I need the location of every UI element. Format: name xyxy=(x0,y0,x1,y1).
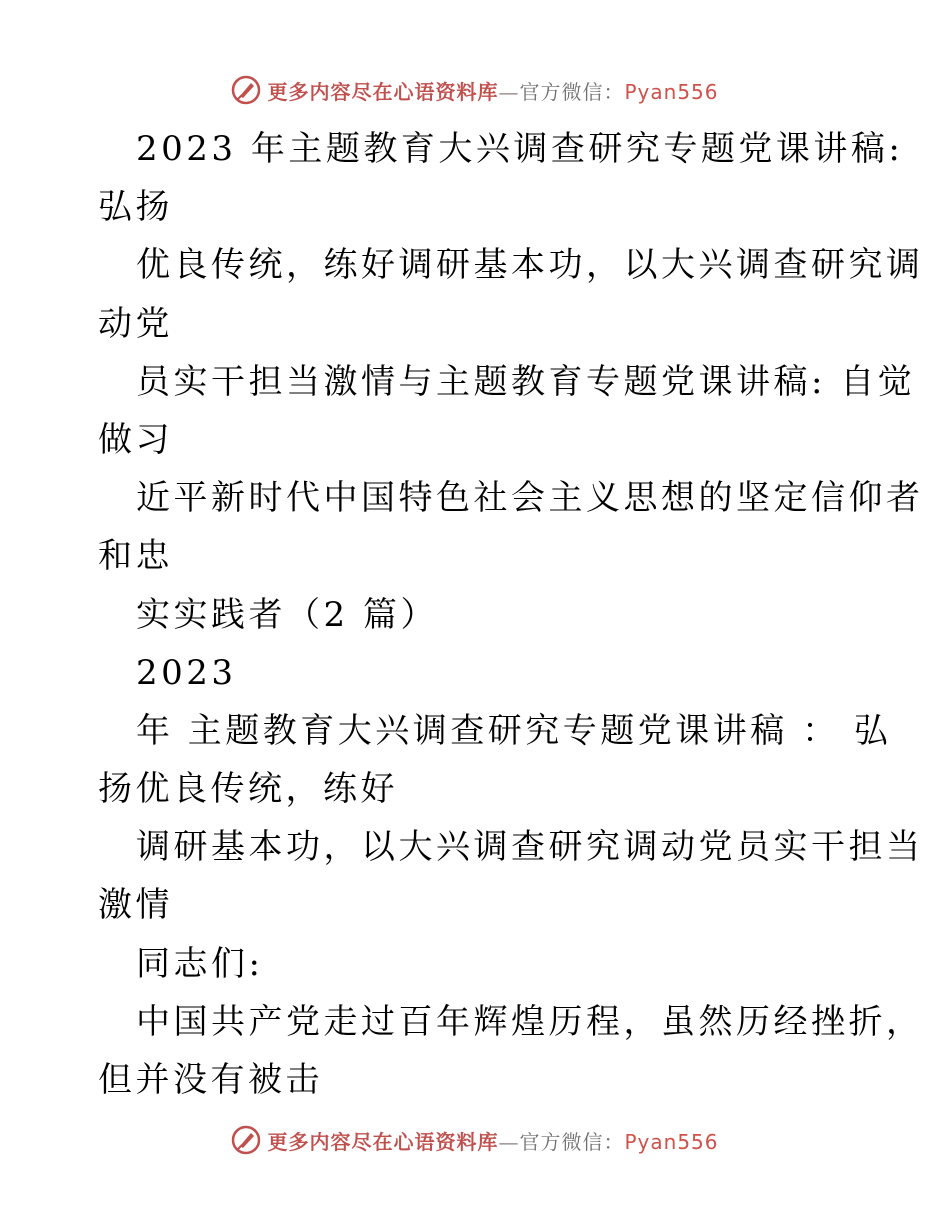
text-line: 但并没有被击 xyxy=(98,1060,323,1100)
text-line: 中国共产党走过百年辉煌历程，虽然历经挫折， xyxy=(136,1001,924,1042)
document-body xyxy=(98,120,924,1109)
watermark-text xyxy=(267,76,718,105)
text-line: 和忠 xyxy=(98,536,173,577)
text-line: 年 主题教育大兴调查研究专题党课讲稿 ： 弘 xyxy=(136,710,892,751)
text-line: 近平新时代中国特色社会主义思想的坚定信仰者 xyxy=(136,478,924,519)
watermark-account: Pyan556 xyxy=(624,1129,719,1154)
text-line: 动党 xyxy=(98,303,173,344)
watermark-account: Pyan556 xyxy=(624,79,719,104)
quill-logo-icon xyxy=(231,75,261,105)
text-line: 扬优良传统，练好 xyxy=(98,769,398,810)
quill-logo-icon xyxy=(231,1125,261,1155)
watermark-official-label: 官方微信： xyxy=(519,79,625,104)
text-line: 实实践者（2 篇） xyxy=(136,594,438,635)
watermark-banner-top xyxy=(0,70,950,110)
text-line: 同志们: xyxy=(136,943,264,984)
text-line: 优良传统，练好调研基本功，以大兴调查研究调 xyxy=(136,245,924,286)
text-line: 2023 年主题教育大兴调查研究专题党课讲稿: xyxy=(136,129,904,169)
watermark-banner-bottom xyxy=(0,1120,950,1160)
text-line: 做习 xyxy=(98,419,173,460)
watermark-text xyxy=(267,1126,718,1155)
watermark-dash: — xyxy=(498,79,520,104)
watermark-site: 更多内容尽在心语资料库 xyxy=(267,1129,499,1154)
text-line: 调研基本功，以大兴调查研究调动党员实干担当 xyxy=(136,827,924,868)
text-line: 弘扬 xyxy=(98,187,173,228)
watermark-dash: — xyxy=(498,1129,520,1154)
text-line: 员实干担当激情与主题教育专题党课讲稿: 自觉 xyxy=(136,361,916,402)
text-line: 2023 xyxy=(136,652,237,693)
text-line: 激情 xyxy=(98,885,173,926)
watermark-site: 更多内容尽在心语资料库 xyxy=(267,79,499,104)
watermark-official-label: 官方微信： xyxy=(519,1129,625,1154)
